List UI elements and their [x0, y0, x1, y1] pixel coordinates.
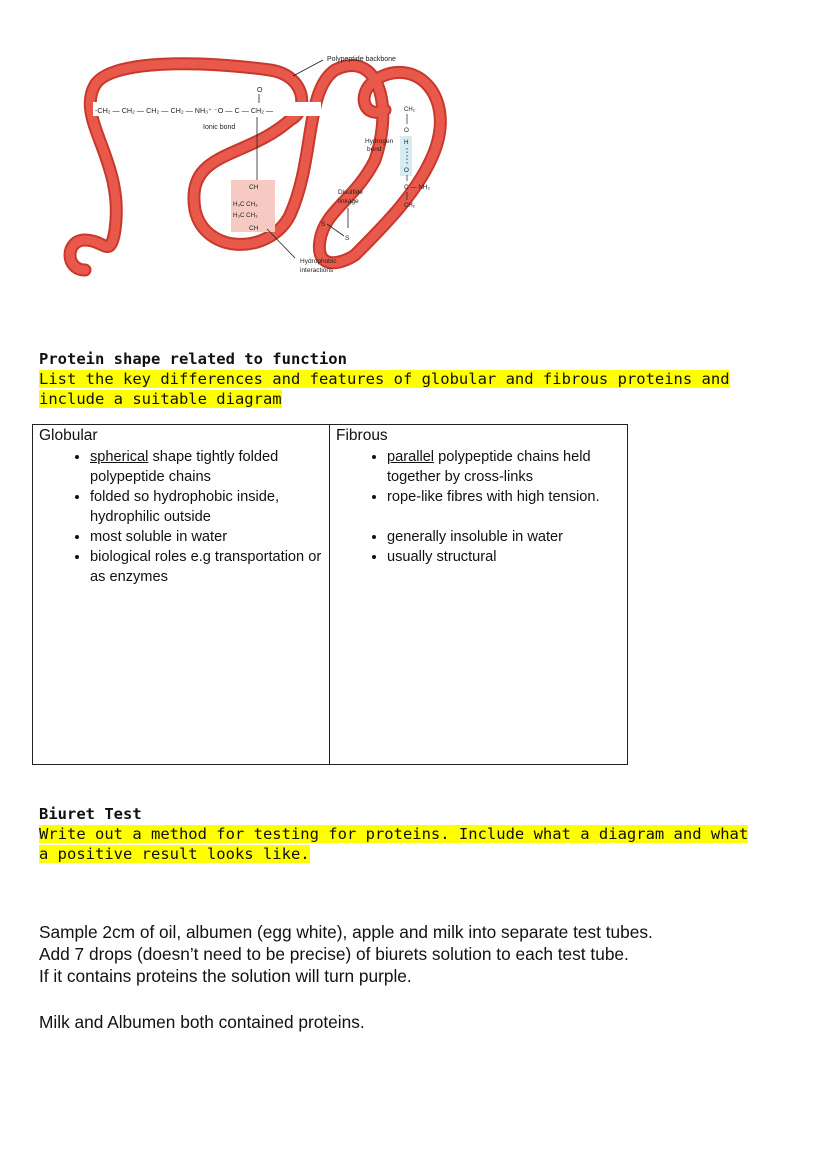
- fibrous-item-1-text: polypeptide chains held together by cross-links: [387, 449, 591, 485]
- protein-shape-prompt: [39, 369, 751, 409]
- fibrous-list: [330, 447, 627, 567]
- protein-structure-diagram: [55, 40, 495, 290]
- protein-diagram-svg: [55, 40, 495, 290]
- polypeptide-ribbon: [70, 64, 440, 270]
- hb-ch2-bottom: CH₂: [404, 203, 415, 209]
- protein-shape-heading: Protein shape related to function: [39, 350, 347, 368]
- globular-item-3: • most soluble in water: [90, 527, 329, 547]
- ionic-chain-text: -CH₂ — CH₂ — CH₂ — CH₂ — NH₃⁺ ⁻O — C — CH₂ —: [95, 106, 274, 115]
- globular-item-1-underlined: spherical: [90, 449, 149, 465]
- globular-item-1-text: shape tightly folded polypeptide chains: [90, 449, 279, 485]
- fibrous-header: Fibrous: [336, 427, 388, 444]
- hydrophobic-ch-top: CH: [249, 184, 259, 191]
- hydrophobic-label-line2: interactions: [300, 267, 334, 274]
- backbone-pointer: [293, 60, 323, 76]
- method-line-2: Add 7 drops (doesn’t need to be precise) of biurets solution to each test tube.: [39, 944, 629, 964]
- carbonyl-oxygen: O: [257, 87, 263, 94]
- sulfur-right: S: [345, 235, 350, 242]
- globular-item-4: • biological roles e.g transportation or as enzymes: [90, 547, 329, 587]
- polypeptide-backbone-label: Polypeptide backbone: [327, 56, 396, 63]
- hydrophobic-methyls-b: H₃C CH₃: [233, 212, 258, 219]
- sulfur-left: S: [321, 221, 326, 228]
- globular-item-1: [90, 447, 329, 487]
- disulfide-label-line1: Disulfide: [338, 189, 363, 196]
- protein-comparison-table: [32, 424, 628, 765]
- hb-carbon-nh2: C — NH₂: [404, 184, 430, 191]
- hb-oxygen-2: O: [404, 167, 409, 174]
- hydrophobic-label-line1: Hydrophobic: [300, 258, 337, 265]
- globular-column: [33, 425, 330, 765]
- globular-list: [33, 447, 329, 587]
- disulfide-label-line2: linkage: [338, 198, 359, 205]
- hydrophobic-ch-bottom: CH: [249, 225, 259, 232]
- fibrous-column: [330, 425, 628, 765]
- fibrous-item-1-underlined: parallel: [387, 449, 435, 465]
- fibrous-item-4: • usually structural: [387, 547, 627, 567]
- hydrogen-label-line1: Hydrogen: [365, 138, 394, 145]
- biuret-prompt-text: Write out a method for testing for proteins. Include what a diagram and what a positive result looks like.: [39, 825, 749, 863]
- globular-header: Globular: [39, 427, 98, 444]
- fibrous-item-2: • rope-like fibres with high tension.: [387, 487, 627, 507]
- hb-ch2-top: CH₂: [404, 107, 415, 113]
- protein-shape-prompt-text: List the key differences and features of globular and fibrous proteins and include a suitable diagram: [39, 370, 730, 408]
- method-conclusion: Milk and Albumen both contained proteins.: [39, 1012, 365, 1032]
- method-line-3: If it contains proteins the solution will turn purple.: [39, 966, 412, 986]
- biuret-prompt: [39, 824, 751, 864]
- globular-item-2: • folded so hydrophobic inside, hydrophilic outside: [90, 487, 329, 527]
- method-line-1: Sample 2cm of oil, albumen (egg white), apple and milk into separate test tubes.: [39, 922, 653, 942]
- hb-oxygen: O: [404, 127, 409, 134]
- hydrophobic-methyls-a: H₃C CH₃: [233, 201, 258, 208]
- ionic-bond-label: Ionic bond: [203, 124, 236, 131]
- hb-hydrogen: H: [404, 139, 409, 146]
- hydrogen-label-line2: bond: [367, 146, 382, 153]
- fibrous-item-1: [387, 447, 627, 487]
- biuret-heading: Biuret Test: [39, 805, 142, 823]
- fibrous-item-3: • generally insoluble in water: [387, 527, 627, 547]
